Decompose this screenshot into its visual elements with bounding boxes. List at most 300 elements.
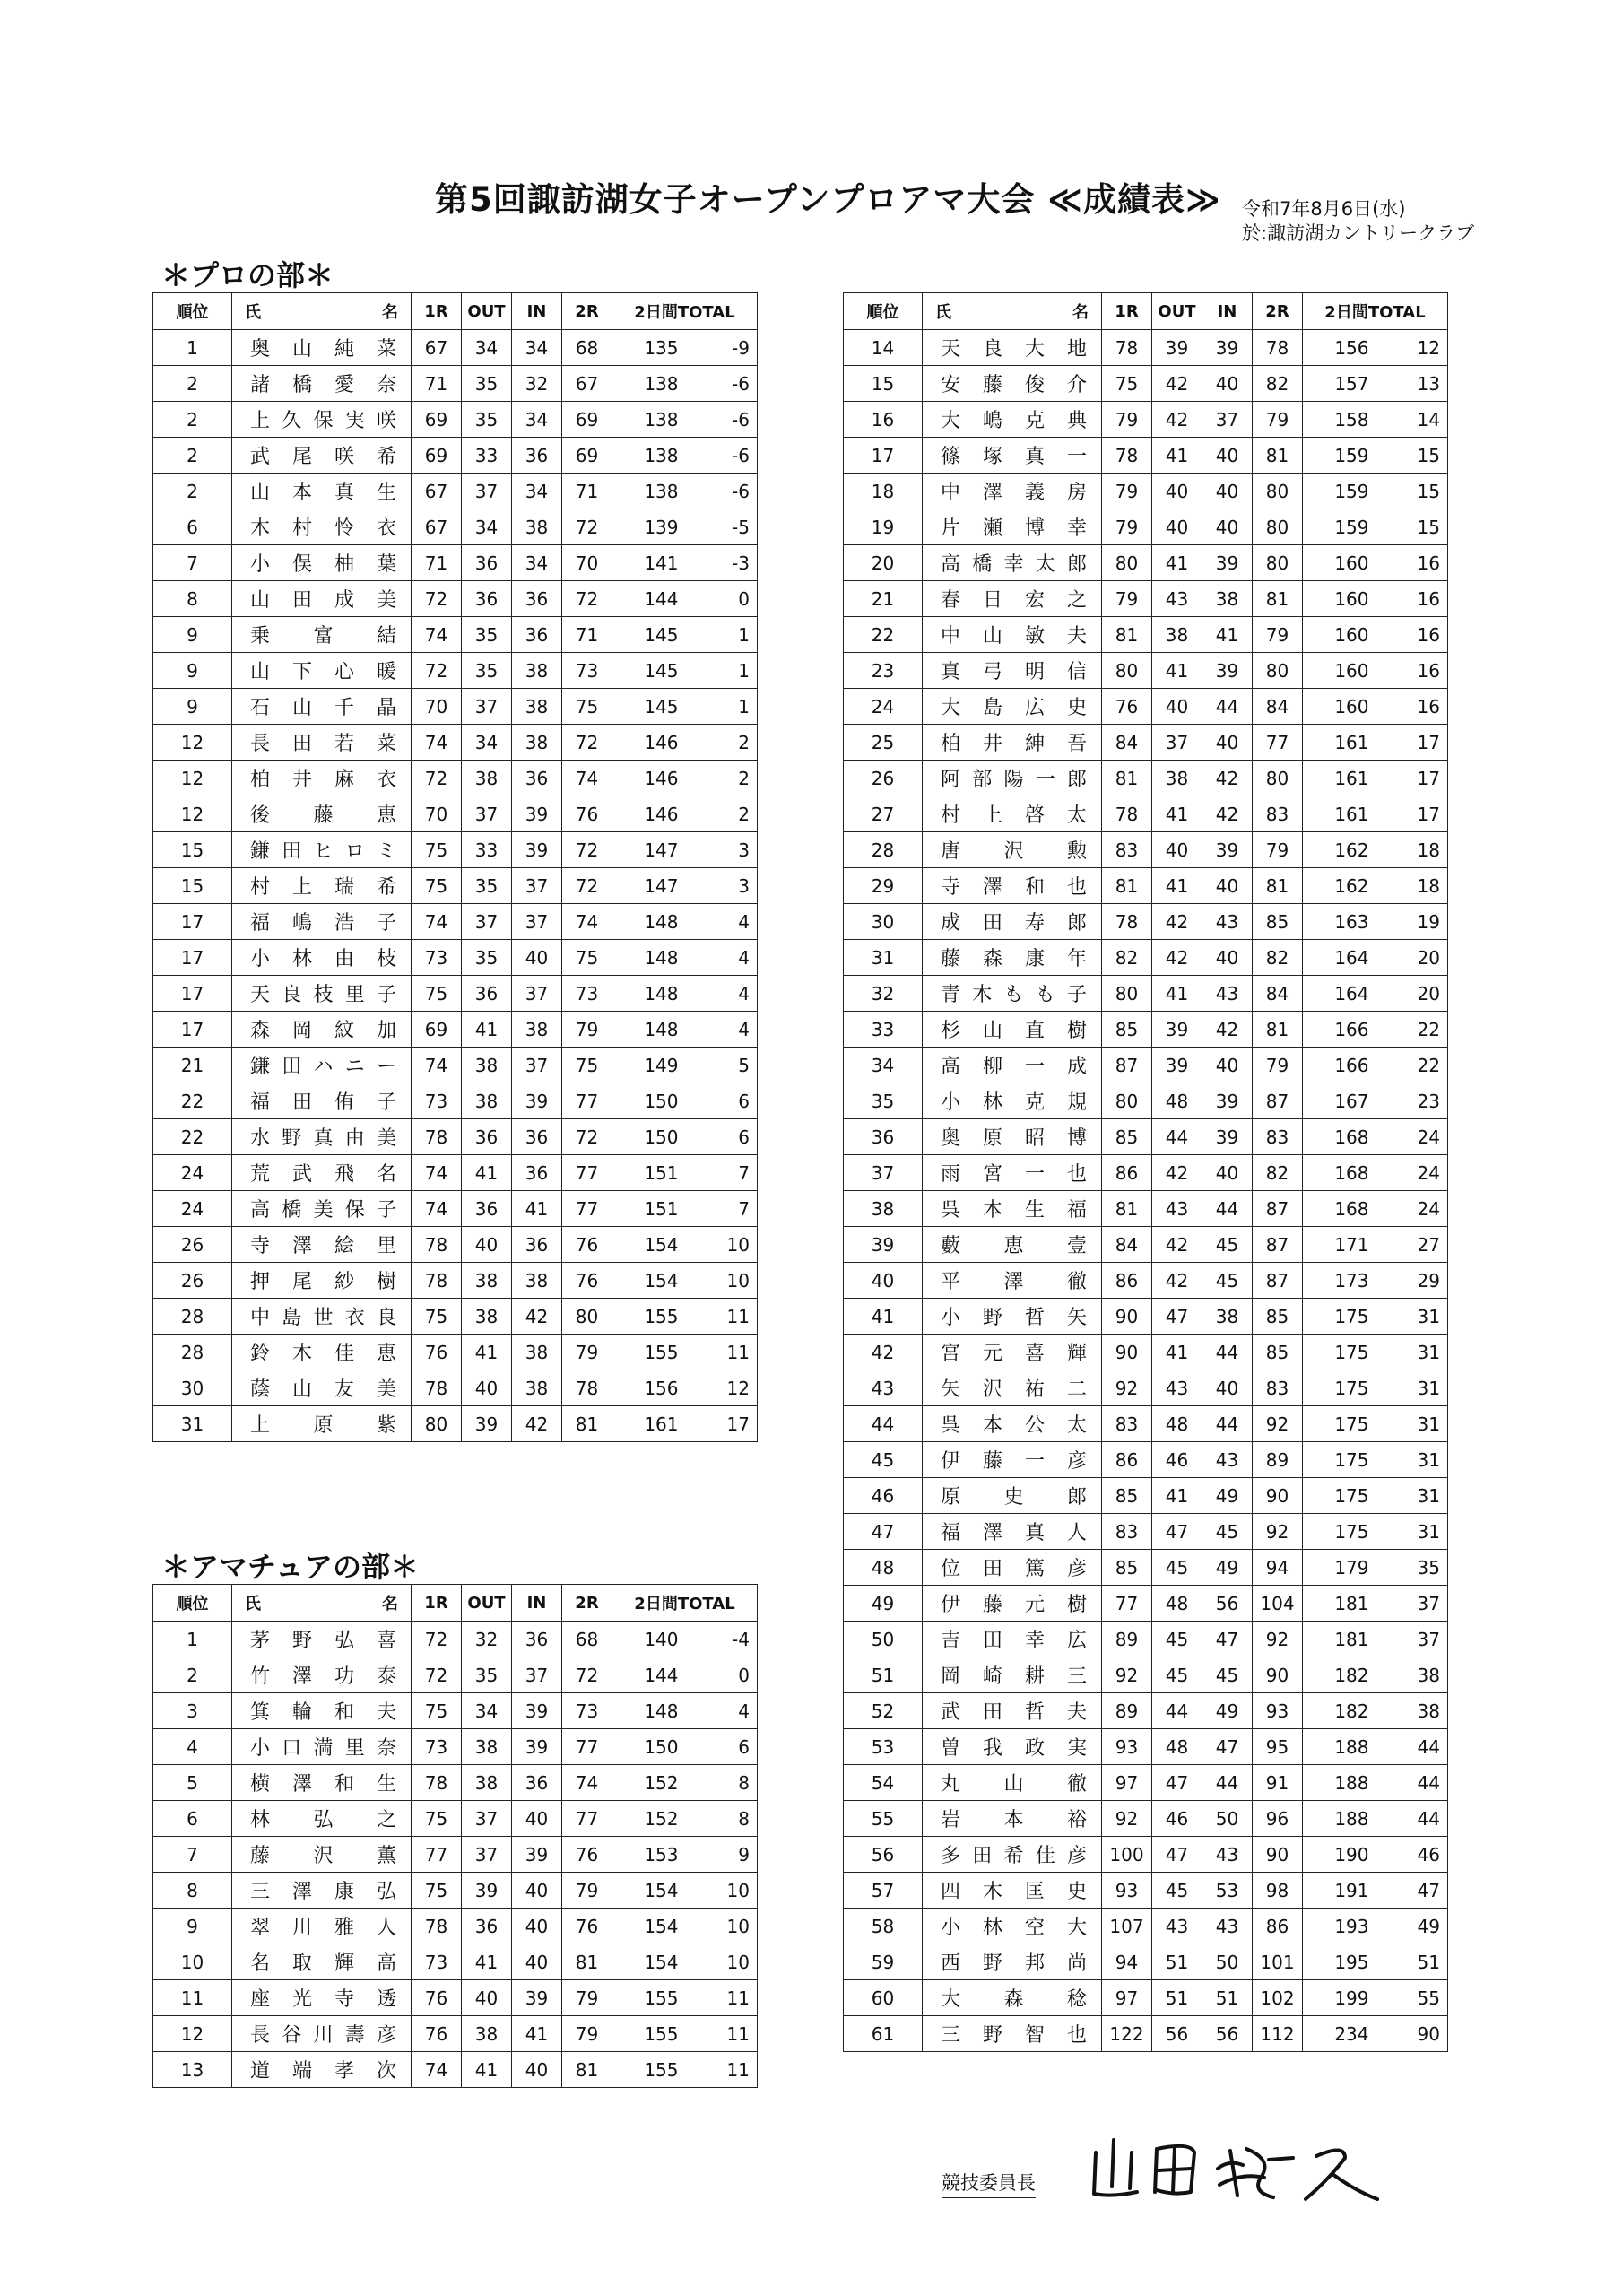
par-diff: -6 — [686, 438, 758, 474]
in-score: 40 — [1202, 1155, 1253, 1191]
player-name: 奥山純菜 — [232, 330, 412, 366]
player-name: 武田哲夫 — [923, 1693, 1102, 1729]
rank-cell: 1 — [153, 1622, 232, 1657]
total-score: 150 — [612, 1729, 686, 1765]
par-diff: 31 — [1376, 1299, 1448, 1335]
round2-score: 77 — [562, 1155, 612, 1191]
in-score: 45 — [1202, 1263, 1253, 1299]
in-score: 38 — [512, 1335, 562, 1370]
rank-cell: 2 — [153, 366, 232, 402]
rank-cell: 35 — [844, 1083, 923, 1119]
total-score: 144 — [612, 1657, 686, 1693]
par-diff: 10 — [686, 1263, 758, 1299]
round1-score: 84 — [1102, 1227, 1152, 1263]
player-name: 小林空大 — [923, 1909, 1102, 1944]
total-score: 161 — [1303, 796, 1376, 832]
header-total: 2日間TOTAL — [612, 1585, 758, 1622]
player-name: 位田篤彦 — [923, 1550, 1102, 1586]
round2-score: 75 — [562, 689, 612, 725]
par-diff: 7 — [686, 1155, 758, 1191]
round2-score: 80 — [1253, 653, 1303, 689]
par-diff: 4 — [686, 940, 758, 976]
player-name: 鎌田ハニー — [232, 1048, 412, 1083]
total-score: 167 — [1303, 1083, 1376, 1119]
rank-cell: 57 — [844, 1873, 923, 1909]
out-score: 37 — [462, 796, 512, 832]
in-score: 39 — [1202, 653, 1253, 689]
round2-score: 77 — [1253, 725, 1303, 761]
out-score: 37 — [462, 904, 512, 940]
round1-score: 85 — [1102, 1119, 1152, 1155]
table-row — [844, 1873, 1448, 1909]
table-row — [153, 1693, 758, 1729]
total-score: 175 — [1303, 1478, 1376, 1514]
round1-score: 94 — [1102, 1944, 1152, 1980]
out-score: 45 — [1152, 1550, 1202, 1586]
out-score: 47 — [1152, 1514, 1202, 1550]
rank-cell: 6 — [153, 509, 232, 545]
round1-score: 80 — [1102, 976, 1152, 1012]
out-score: 47 — [1152, 1837, 1202, 1873]
total-score: 199 — [1303, 1980, 1376, 2016]
in-score: 39 — [512, 1083, 562, 1119]
in-score: 43 — [1202, 904, 1253, 940]
total-score: 193 — [1303, 1909, 1376, 1944]
par-diff: 17 — [1376, 761, 1448, 796]
player-name: 小口満里奈 — [232, 1729, 412, 1765]
round2-score: 71 — [562, 617, 612, 653]
round1-score: 75 — [1102, 366, 1152, 402]
header-round2: 2R — [562, 1585, 612, 1622]
round1-score: 74 — [412, 1048, 462, 1083]
table-row — [844, 366, 1448, 402]
round1-score: 73 — [412, 1083, 462, 1119]
header-round1: 1R — [412, 293, 462, 330]
rank-cell: 17 — [844, 438, 923, 474]
player-name: 山下心暖 — [232, 653, 412, 689]
round2-score: 102 — [1253, 1980, 1303, 2016]
out-score: 41 — [1152, 1478, 1202, 1514]
round1-score: 85 — [1102, 1012, 1152, 1048]
round1-score: 81 — [1102, 761, 1152, 796]
table-row — [153, 366, 758, 402]
in-score: 38 — [1202, 581, 1253, 617]
round1-score: 69 — [412, 1012, 462, 1048]
total-score: 190 — [1303, 1837, 1376, 1873]
in-score: 39 — [512, 1729, 562, 1765]
rank-cell: 59 — [844, 1944, 923, 1980]
out-score: 33 — [462, 832, 512, 868]
out-score: 35 — [462, 868, 512, 904]
in-score: 38 — [512, 725, 562, 761]
out-score: 45 — [1152, 1657, 1202, 1693]
round1-score: 76 — [412, 2016, 462, 2052]
round1-score: 70 — [412, 796, 462, 832]
in-score: 40 — [1202, 1370, 1253, 1406]
round2-score: 72 — [562, 1657, 612, 1693]
total-score: 159 — [1303, 438, 1376, 474]
table-row — [153, 1191, 758, 1227]
table-row — [844, 1622, 1448, 1657]
round1-score: 80 — [412, 1406, 462, 1442]
rank-cell: 3 — [153, 1693, 232, 1729]
par-diff: -9 — [686, 330, 758, 366]
in-score: 40 — [1202, 725, 1253, 761]
in-score: 39 — [512, 1693, 562, 1729]
round2-score: 94 — [1253, 1550, 1303, 1586]
total-score: 195 — [1303, 1944, 1376, 1980]
par-diff: 47 — [1376, 1873, 1448, 1909]
round1-score: 84 — [1102, 725, 1152, 761]
round1-score: 74 — [412, 904, 462, 940]
round1-score: 90 — [1102, 1335, 1152, 1370]
table-row — [844, 1909, 1448, 1944]
table-row — [153, 1729, 758, 1765]
player-name: 座光寺透 — [232, 1980, 412, 2016]
player-name: 福澤真人 — [923, 1514, 1102, 1550]
table-row — [844, 474, 1448, 509]
round2-score: 89 — [1253, 1442, 1303, 1478]
player-name: 西野邦尚 — [923, 1944, 1102, 1980]
in-score: 44 — [1202, 1335, 1253, 1370]
round2-score: 83 — [1253, 796, 1303, 832]
total-score: 160 — [1303, 689, 1376, 725]
player-name: 藤沢薫 — [232, 1837, 412, 1873]
par-diff: 31 — [1376, 1335, 1448, 1370]
in-score: 51 — [1202, 1980, 1253, 2016]
round2-score: 75 — [562, 1048, 612, 1083]
table-row — [153, 689, 758, 725]
rank-cell: 48 — [844, 1550, 923, 1586]
in-score: 40 — [1202, 868, 1253, 904]
table-row — [844, 761, 1448, 796]
round1-score: 69 — [412, 402, 462, 438]
header-name — [232, 293, 412, 330]
total-score: 154 — [612, 1263, 686, 1299]
rank-cell: 37 — [844, 1155, 923, 1191]
signature-label: 競技委員長 — [942, 2169, 1036, 2198]
out-score: 35 — [462, 653, 512, 689]
par-diff: 1 — [686, 653, 758, 689]
round2-score: 101 — [1253, 1944, 1303, 1980]
rank-cell: 1 — [153, 330, 232, 366]
round1-score: 79 — [1102, 509, 1152, 545]
par-diff: 20 — [1376, 976, 1448, 1012]
total-score: 145 — [612, 653, 686, 689]
round2-score: 81 — [1253, 1012, 1303, 1048]
player-name: 水野真由美 — [232, 1119, 412, 1155]
round2-score: 76 — [562, 1227, 612, 1263]
total-score: 139 — [612, 509, 686, 545]
par-diff: -6 — [686, 366, 758, 402]
rank-cell: 16 — [844, 402, 923, 438]
par-diff: 31 — [1376, 1406, 1448, 1442]
round2-score: 83 — [1253, 1370, 1303, 1406]
total-score: 182 — [1303, 1657, 1376, 1693]
round1-score: 93 — [1102, 1729, 1152, 1765]
round1-score: 78 — [412, 1227, 462, 1263]
total-score: 181 — [1303, 1622, 1376, 1657]
rank-cell: 28 — [844, 832, 923, 868]
round2-score: 72 — [562, 1119, 612, 1155]
total-score: 147 — [612, 868, 686, 904]
table-row — [844, 725, 1448, 761]
total-score: 154 — [612, 1227, 686, 1263]
round2-score: 77 — [562, 1801, 612, 1837]
amateur-section-title: ＊アマチュアの部＊ — [161, 1550, 420, 1584]
out-score: 42 — [1152, 1227, 1202, 1263]
in-score: 40 — [1202, 438, 1253, 474]
round1-score: 100 — [1102, 1837, 1152, 1873]
in-score: 39 — [1202, 545, 1253, 581]
table-row — [153, 1263, 758, 1299]
player-name: 片瀬博幸 — [923, 509, 1102, 545]
rank-cell: 9 — [153, 689, 232, 725]
player-name: 長田若菜 — [232, 725, 412, 761]
par-diff: 16 — [1376, 581, 1448, 617]
round2-score: 84 — [1253, 976, 1303, 1012]
table-row — [153, 1657, 758, 1693]
out-score: 39 — [1152, 1048, 1202, 1083]
round2-score: 80 — [1253, 509, 1303, 545]
table-row — [153, 1909, 758, 1944]
total-score: 149 — [612, 1048, 686, 1083]
round1-score: 74 — [412, 1155, 462, 1191]
player-name: 吉田幸広 — [923, 1622, 1102, 1657]
par-diff: 19 — [1376, 904, 1448, 940]
par-diff: 24 — [1376, 1191, 1448, 1227]
event-venue: 於:諏訪湖カントリークラブ — [1242, 222, 1475, 244]
round2-score: 72 — [562, 832, 612, 868]
round2-score: 79 — [1253, 617, 1303, 653]
rank-cell: 12 — [153, 796, 232, 832]
round1-score: 73 — [412, 1944, 462, 1980]
table-row — [844, 617, 1448, 653]
out-score: 40 — [1152, 832, 1202, 868]
round2-score: 73 — [562, 653, 612, 689]
table-row — [153, 832, 758, 868]
round1-score: 97 — [1102, 1765, 1152, 1801]
table-row — [153, 2016, 758, 2052]
round1-score: 78 — [1102, 438, 1152, 474]
player-name: 翠川雅人 — [232, 1909, 412, 1944]
out-score: 40 — [462, 1227, 512, 1263]
par-diff: 10 — [686, 1227, 758, 1263]
total-score: 150 — [612, 1119, 686, 1155]
table-row — [844, 581, 1448, 617]
table-row — [153, 940, 758, 976]
par-diff: 44 — [1376, 1765, 1448, 1801]
player-name: 上原紫 — [232, 1406, 412, 1442]
round2-score: 85 — [1253, 904, 1303, 940]
player-name: 荒武飛名 — [232, 1155, 412, 1191]
total-score: 155 — [612, 2052, 686, 2088]
rank-cell: 17 — [153, 1012, 232, 1048]
player-name: 福田侑子 — [232, 1083, 412, 1119]
out-score: 44 — [1152, 1119, 1202, 1155]
par-diff: 6 — [686, 1729, 758, 1765]
out-score: 39 — [462, 1873, 512, 1909]
out-score: 48 — [1152, 1406, 1202, 1442]
player-name: 蔭山友美 — [232, 1370, 412, 1406]
round1-score: 89 — [1102, 1693, 1152, 1729]
in-score: 38 — [1202, 1299, 1253, 1335]
player-name: 宮元喜輝 — [923, 1335, 1102, 1370]
rank-cell: 4 — [153, 1729, 232, 1765]
player-name: 大森稔 — [923, 1980, 1102, 2016]
out-score: 34 — [462, 1693, 512, 1729]
player-name: 矢沢祐二 — [923, 1370, 1102, 1406]
player-name: 雨宮一也 — [923, 1155, 1102, 1191]
par-diff: 3 — [686, 832, 758, 868]
rank-cell: 47 — [844, 1514, 923, 1550]
rank-cell: 17 — [153, 904, 232, 940]
round1-score: 83 — [1102, 1514, 1152, 1550]
player-name: 寺澤絵里 — [232, 1227, 412, 1263]
rank-cell: 12 — [153, 2016, 232, 2052]
round1-score: 72 — [412, 761, 462, 796]
table-row — [153, 725, 758, 761]
out-score: 42 — [1152, 1155, 1202, 1191]
header-rank: 順位 — [153, 1585, 232, 1622]
out-score: 39 — [1152, 1012, 1202, 1048]
rank-cell: 28 — [153, 1335, 232, 1370]
round2-score: 80 — [1253, 761, 1303, 796]
out-score: 40 — [462, 1370, 512, 1406]
par-diff: 8 — [686, 1765, 758, 1801]
out-score: 42 — [1152, 904, 1202, 940]
total-score: 148 — [612, 1693, 686, 1729]
in-score: 36 — [512, 617, 562, 653]
total-score: 155 — [612, 1980, 686, 2016]
round2-score: 81 — [562, 1944, 612, 1980]
round1-score: 72 — [412, 581, 462, 617]
player-name: 岡崎耕三 — [923, 1657, 1102, 1693]
par-diff: 18 — [1376, 868, 1448, 904]
round1-score: 81 — [1102, 617, 1152, 653]
player-name: 後藤恵 — [232, 796, 412, 832]
header-rank: 順位 — [153, 293, 232, 330]
header-name — [232, 1585, 412, 1622]
par-diff: 24 — [1376, 1155, 1448, 1191]
table-row — [153, 1801, 758, 1837]
rank-cell: 53 — [844, 1729, 923, 1765]
player-name: 春日宏之 — [923, 581, 1102, 617]
player-name: 茅野弘喜 — [232, 1622, 412, 1657]
out-score: 48 — [1152, 1586, 1202, 1622]
in-score: 40 — [1202, 509, 1253, 545]
par-diff: 15 — [1376, 474, 1448, 509]
header-name-last: 名 — [382, 303, 398, 322]
out-score: 36 — [462, 545, 512, 581]
table-row — [844, 1550, 1448, 1586]
player-name: 伊藤一彦 — [923, 1442, 1102, 1478]
out-score: 41 — [462, 1012, 512, 1048]
par-diff: 22 — [1376, 1048, 1448, 1083]
round1-score: 74 — [412, 1191, 462, 1227]
table-row — [153, 976, 758, 1012]
out-score: 45 — [1152, 1622, 1202, 1657]
rank-cell: 6 — [153, 1801, 232, 1837]
par-diff: 16 — [1376, 689, 1448, 725]
player-name: 三野智也 — [923, 2016, 1102, 2052]
table-row — [844, 1191, 1448, 1227]
in-score: 38 — [512, 1370, 562, 1406]
par-diff: 10 — [686, 1873, 758, 1909]
table-row — [153, 617, 758, 653]
out-score: 51 — [1152, 1980, 1202, 2016]
round1-score: 76 — [1102, 689, 1152, 725]
total-score: 168 — [1303, 1119, 1376, 1155]
player-name: 福嶋浩子 — [232, 904, 412, 940]
round1-score: 75 — [412, 1801, 462, 1837]
out-score: 35 — [462, 617, 512, 653]
round2-score: 80 — [1253, 545, 1303, 581]
player-name: 高橋幸太郎 — [923, 545, 1102, 581]
table-row — [153, 1335, 758, 1370]
total-score: 168 — [1303, 1191, 1376, 1227]
par-diff: 2 — [686, 796, 758, 832]
total-score: 151 — [612, 1191, 686, 1227]
table-row — [153, 2052, 758, 2088]
amateur-results-table-right — [843, 292, 1448, 2052]
round2-score: 92 — [1253, 1406, 1303, 1442]
table-row — [844, 402, 1448, 438]
par-diff: 6 — [686, 1119, 758, 1155]
total-score: 161 — [1303, 725, 1376, 761]
in-score: 49 — [1202, 1550, 1253, 1586]
rank-cell: 45 — [844, 1442, 923, 1478]
out-score: 46 — [1152, 1442, 1202, 1478]
table-row — [844, 832, 1448, 868]
par-diff: 11 — [686, 1299, 758, 1335]
rank-cell: 34 — [844, 1048, 923, 1083]
table-row — [844, 1478, 1448, 1514]
player-name: 杉山直樹 — [923, 1012, 1102, 1048]
total-score: 138 — [612, 402, 686, 438]
round2-score: 67 — [562, 366, 612, 402]
total-score: 148 — [612, 1012, 686, 1048]
in-score: 44 — [1202, 689, 1253, 725]
out-score: 37 — [462, 1801, 512, 1837]
table-row — [844, 545, 1448, 581]
out-score: 32 — [462, 1622, 512, 1657]
round1-score: 75 — [412, 832, 462, 868]
round1-score: 93 — [1102, 1873, 1152, 1909]
table-row — [153, 1622, 758, 1657]
round2-score: 78 — [1253, 330, 1303, 366]
in-score: 42 — [512, 1406, 562, 1442]
par-diff: 51 — [1376, 1944, 1448, 1980]
par-diff: 31 — [1376, 1370, 1448, 1406]
player-name: 小林克規 — [923, 1083, 1102, 1119]
table-row — [844, 940, 1448, 976]
in-score: 39 — [1202, 330, 1253, 366]
in-score: 44 — [1202, 1765, 1253, 1801]
round2-score: 87 — [1253, 1083, 1303, 1119]
round1-score: 85 — [1102, 1550, 1152, 1586]
out-score: 34 — [462, 509, 512, 545]
round2-score: 78 — [562, 1370, 612, 1406]
table-row — [844, 1514, 1448, 1550]
round1-score: 75 — [412, 868, 462, 904]
round1-score: 122 — [1102, 2016, 1152, 2052]
par-diff: 24 — [1376, 1119, 1448, 1155]
rank-cell: 2 — [153, 438, 232, 474]
in-score: 34 — [512, 545, 562, 581]
in-score: 42 — [512, 1299, 562, 1335]
par-diff: 10 — [686, 1909, 758, 1944]
